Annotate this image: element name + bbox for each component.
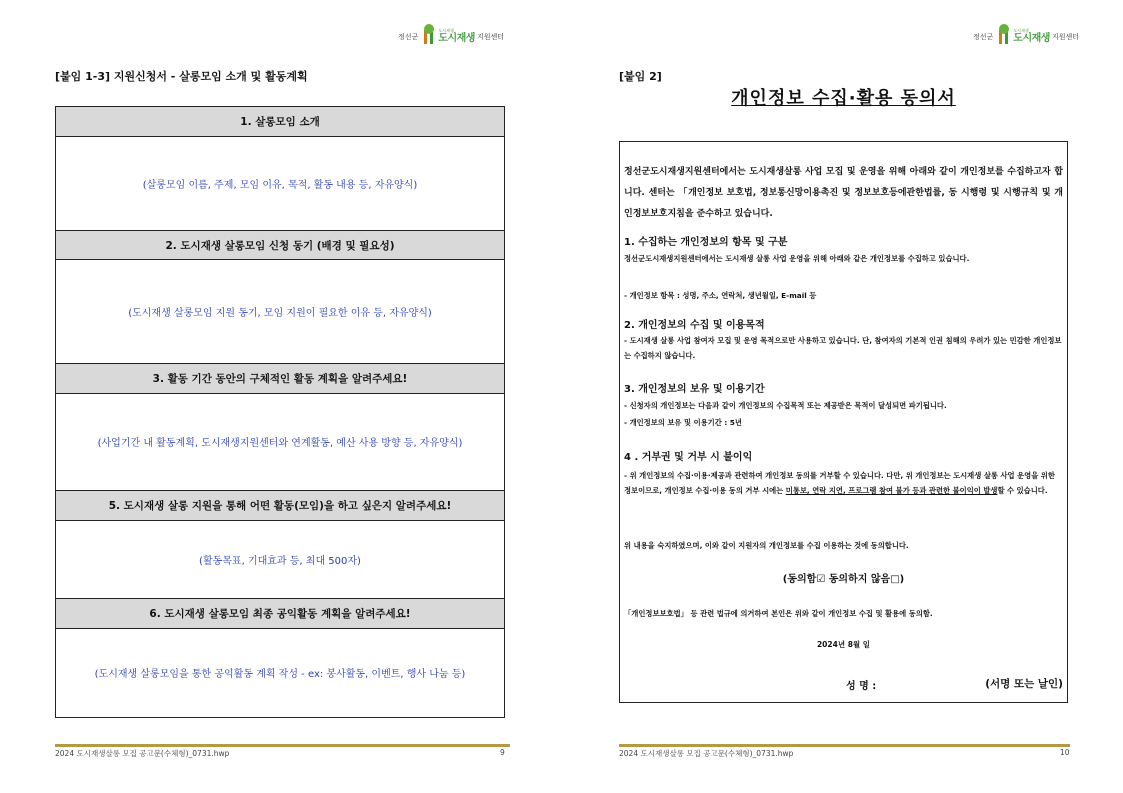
form-header-4: 5. 도시재생 살롱 지원을 통해 어떤 활동(모임)을 하고 싶은지 알려주세요!: [56, 490, 504, 521]
s3-title: 3. 개인정보의 보유 및 이용기간: [624, 384, 765, 395]
logo-brand-text: 도시재생: [1013, 33, 1050, 44]
logo-center: 지원센터: [476, 33, 504, 41]
s4-text: [624, 468, 1063, 498]
application-form-table: [55, 106, 505, 718]
s3-item-1: - 신청자의 개인정보는 다음과 같이 개인정보의 수집목적 또는 제공받은 목적이 달성되면 파기됩니다.: [624, 401, 947, 410]
form-header-3: 3. 활동 기간 동안의 구체적인 활동 계획을 알려주세요!: [56, 363, 504, 394]
consent-intro: 정선군도시재생지원센터에서는 도시재생살롱 사업 모집 및 운영을 위해 아래와 같이 개인정보를 수집하고자 합니다. 센터는 「개인정보 보호법, 정보통신망이용촉진 및 정보보호등에관한법률, 동 시행령 및 시행규칙 및 개인정보보호지침을 준수하고 있습니다.: [624, 167, 1063, 219]
doc-title-wrap: [619, 84, 1068, 110]
form-body-3[interactable]: (사업기간 내 활동계획, 도시재생지원센터와 연계활동, 예산 사용 방향 등, 자유양식): [97, 438, 463, 449]
logo-brand: [1013, 28, 1050, 45]
s3-item-2: - 개인정보의 보유 및 이용기간 : 5년: [624, 418, 742, 427]
s1-title: 1. 수집하는 개인정보의 항목 및 구분: [624, 237, 788, 248]
s4-text-a: - 위 개인정보의 수집·이용·제공과 관련하여 개인정보 동의를 거부할 수 있습니다. 다만, 위 개인정보는 도시재생 살롱 사업 운영을 위한 정보이므로, 개인정보 수집·이용 동의 거부 시에는: [624, 471, 1055, 495]
s4-text-underline: 미통보, 연락 지연, 프로그램 참여 불가 등과 관련한 불이익이 발생: [785, 486, 998, 495]
form-body-4[interactable]: (활동목표, 기대효과 등, 최대 500자): [199, 555, 361, 567]
right-footer-rule: [619, 744, 1070, 747]
logo-brand: [438, 28, 475, 45]
right-header-logo: [973, 19, 1079, 45]
sign-date: 2024년 8월 일: [816, 640, 871, 649]
signature-label[interactable]: (서명 또는 날인): [985, 678, 1063, 690]
s2-title: 2. 개인정보의 수집 및 이용목적: [624, 320, 765, 331]
form-header-5: 6. 도시재생 살롱모임 최종 공익활동 계획을 알려주세요!: [56, 598, 504, 629]
logo-tagline: 도시재생: [438, 28, 454, 33]
consent-box: [619, 141, 1068, 703]
agree-text: 위 내용을 숙지하였으며, 이와 같이 지원자의 개인정보를 수집 이용하는 것에 동의합니다.: [624, 541, 909, 550]
logo-center: 지원센터: [1051, 33, 1079, 41]
left-footer-file: 2024 도시재생살롱 모집 공고문(수체형)_0731.hwp: [55, 749, 230, 758]
s4-text-b: 할 수 있습니다.: [997, 486, 1048, 495]
left-section-title: [붙임 1-3] 지원신청서 - 살롱모임 소개 및 활동계획: [55, 70, 308, 83]
logo-county: 정선군: [973, 33, 994, 41]
right-footer-page: 10: [1060, 748, 1070, 757]
logo-county: 정선군: [398, 33, 419, 41]
left-header-logo: [398, 19, 504, 45]
s4-title: 4 . 거부권 및 거부 시 불이익: [624, 452, 753, 463]
logo-brand-text: 도시재생: [438, 33, 475, 44]
form-header-2: 2. 도시재생 살롱모임 신청 동기 (배경 및 필요성): [56, 230, 504, 260]
right-footer-file: 2024 도시재생살롱 모집 공고문(수체형)_0731.hwp: [619, 749, 794, 758]
form-body-1[interactable]: (살롱모임 이름, 주제, 모임 이유, 목적, 활동 내용 등, 자유양식): [142, 179, 418, 191]
tree-icon: [422, 24, 436, 44]
attachment-label: [붙임 2]: [619, 70, 662, 83]
form-body-2[interactable]: (도시재생 살롱모임 지원 동기, 모임 지원이 필요한 이유 등, 자유양식): [128, 307, 432, 319]
tree-icon: [997, 24, 1011, 44]
s1-text: 정선군도시재생지원센터에서는 도시재생 살롱 사업 운영을 위해 아래와 같은 개인정보를 수집하고 있습니다.: [624, 254, 970, 263]
left-footer-page: 9: [500, 748, 505, 757]
consent-choices[interactable]: (동의함☑ 동의하지 않음□): [782, 574, 905, 585]
left-footer-rule: [55, 744, 510, 747]
form-header-1: 1. 살롱모임 소개: [56, 107, 504, 137]
logo-tagline: 도시재생: [1013, 28, 1029, 33]
s2-text: - 도시재생 살롱 사업 참여자 모집 및 운영 목적으로만 사용하고 있습니다. 단, 참여자의 기본적 인권 침해의 우려가 있는 민감한 개인정보는 수집하지 않습니다.: [624, 336, 1062, 360]
doc-title: 개인정보 수집·활용 동의서: [731, 88, 956, 109]
law-text: 「개인정보보호법」 등 관련 법규에 의거하여 본인은 위와 같이 개인정보 수집 및 활용에 동의함.: [624, 609, 933, 618]
name-label: 성 명 :: [846, 681, 877, 692]
s1-item: - 개인정보 항목 : 성명, 주소, 연락처, 생년월일, E-mail 등: [624, 291, 817, 300]
form-body-5[interactable]: (도시재생 살롱모임을 통한 공익활동 계획 작성 - ex: 봉사활동, 이벤트, 행사 나눔 등): [94, 668, 466, 680]
